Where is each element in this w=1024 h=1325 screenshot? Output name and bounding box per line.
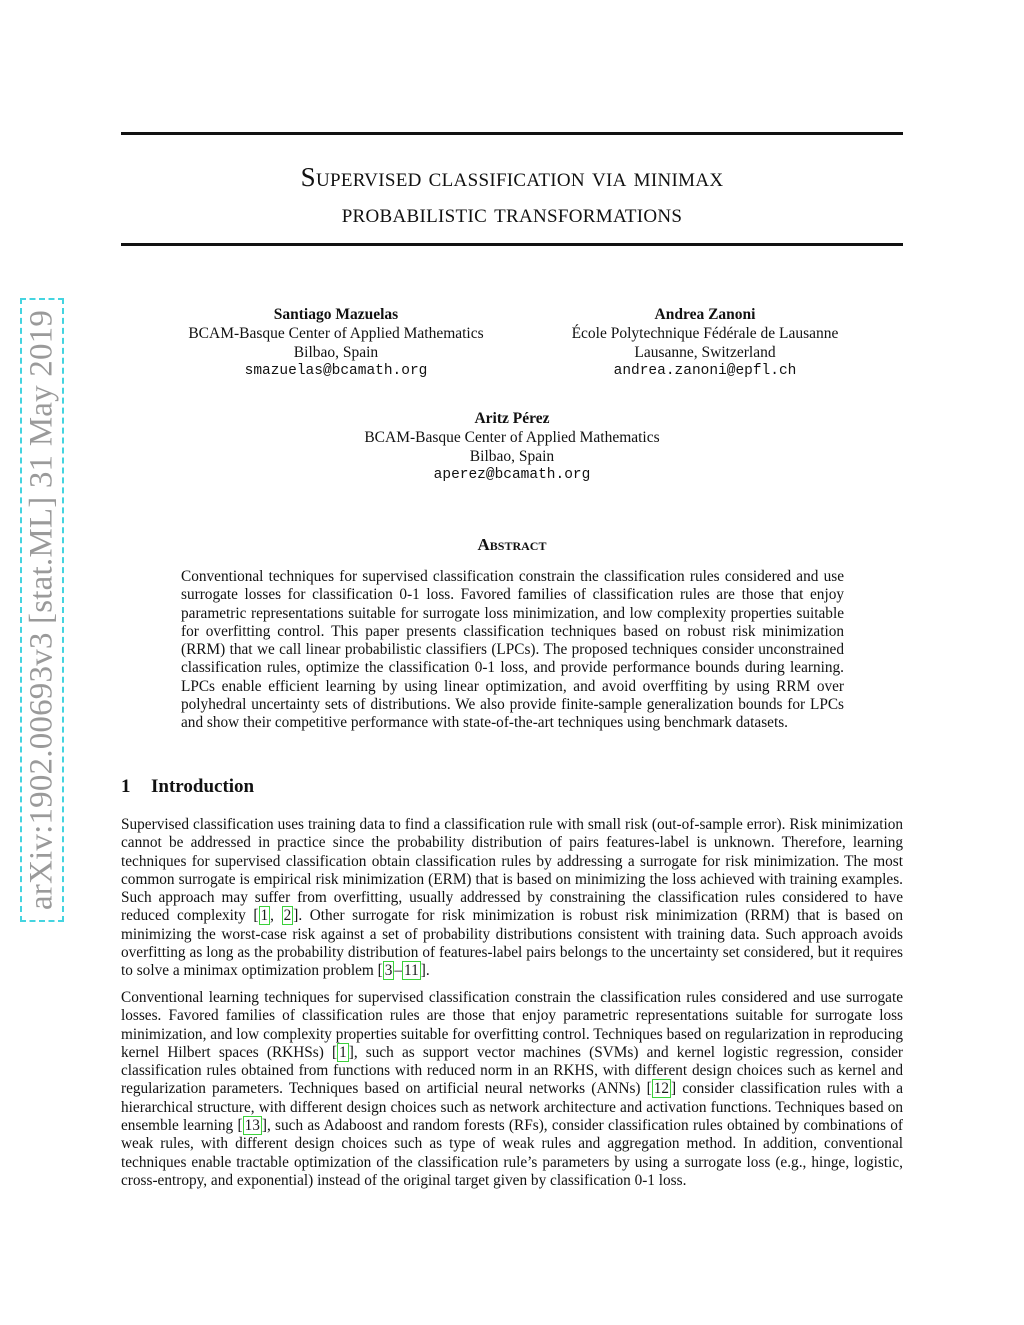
section-number: 1 <box>121 776 131 797</box>
citation-link[interactable]: 1 <box>260 907 269 925</box>
body-paragraph <box>121 989 903 1190</box>
citation-link[interactable]: 3 <box>384 962 393 980</box>
paragraph-text: Supervised classification uses training data to find a classification rule with small risk (out-of-sample error). Risk minimization cannot be addressed in practice since the probability distribution of pairs features-label is unknown. Therefore, learning techniques for supervised classification obtain classification rules by addressing a surrogate for risk minimization. The most common surrogate is empirical risk minimization (ERM) that is based on minimizing the loss achieved with training examples. Such approach may suffer from overfitting, usually addressed by constraining the classification rules considered to have reduced complexity [ <box>121 816 903 925</box>
author-affiliation: École Polytechnique Fédérale de Lausanne <box>571 325 839 342</box>
paper-title-line-2: probabilistic transformations <box>341 198 683 228</box>
title-top-rule <box>121 132 903 135</box>
author-name: Aritz Pérez <box>474 410 550 427</box>
author-block <box>160 305 512 381</box>
author-location: Bilbao, Spain <box>469 448 555 465</box>
author-email[interactable]: aperez@bcamath.org <box>433 467 591 483</box>
author-name: Andrea Zanoni <box>654 306 756 323</box>
citation-link[interactable]: 12 <box>653 1080 670 1098</box>
body-paragraph <box>121 816 903 981</box>
section-heading <box>121 775 254 799</box>
paragraph-text: ] consider classification rules with a hierarchical structure, with different design choices such as network architecture and activation functions. Techniques based on ensemble learning [ <box>121 1080 903 1135</box>
author-block <box>545 305 865 381</box>
abstract-heading: Abstract <box>477 535 547 554</box>
author-affiliation: BCAM-Basque Center of Applied Mathematics <box>188 325 484 342</box>
author-name: Santiago Mazuelas <box>273 306 399 323</box>
citation-link[interactable]: 11 <box>404 962 419 980</box>
author-location: Lausanne, Switzerland <box>634 344 776 361</box>
paragraph-text: ]. Other surrogate for risk minimization is robust risk minimization (RRM) that is based on minimizing the worst-case risk against a set of probability distributions consistent with training data. Such approach avoids overfitting as long as the probability distribution of features-label pairs belongs to the uncertainty set considered, but it requires to solve a minimax optimization problem [ <box>121 907 903 980</box>
paper-title-line-1: Supervised classification via minimax <box>300 162 724 192</box>
paragraph-text: – <box>394 962 403 980</box>
paragraph-text: Conventional learning techniques for supervised classification constrain the classification rules considered and use surrogate losses. Favored families of classification rules are those that enjoy parametric representations suitable for surrogate loss minimization, and low complexity properties suitable for overfitting control. Techniques based on regularization in reproducing kernel Hilbert spaces (RKHSs) [ <box>121 989 903 1061</box>
title-bottom-rule <box>121 243 903 246</box>
author-location: Bilbao, Spain <box>293 344 379 361</box>
paragraph-text: , <box>270 907 282 925</box>
abstract-text: Conventional techniques for supervised classification constrain the classification rules considered and use surrogate losses for classification 0-1 loss. Favored families of classification rules are those that enjoy parametric representations suitable for surrogate loss minimization, and low complexity properties suitable for overfitting control. This paper presents classification techniques based on robust risk minimization (RRM) that we call linear probabilistic classifiers (LPCs). The proposed techniques consider unconstrained classification rules, optimize the classification 0-1 loss, and provide performance bounds during learning. LPCs enable efficient learning by using linear optimization, and avoid overffiting by using RRM over polyhedral uncertainty sets of distributions. We also provide finite-sample generalization bounds for LPCs and show their competitive performance with state-of-the-art techniques using benchmark datasets. <box>181 568 844 732</box>
author-email[interactable]: smazuelas@bcamath.org <box>244 363 428 379</box>
author-affiliation: BCAM-Basque Center of Applied Mathematics <box>364 429 660 446</box>
paragraph-text: ]. <box>420 962 430 980</box>
citation-link[interactable]: 1 <box>339 1043 347 1061</box>
arxiv-identifier[interactable]: arXiv:1902.00693v3 [stat.ML] 31 May 2019 <box>23 309 60 911</box>
author-block <box>312 409 712 485</box>
citation-link[interactable]: 2 <box>283 907 292 925</box>
citation-link[interactable]: 13 <box>244 1117 260 1135</box>
section-title: Introduction <box>151 776 255 797</box>
paragraph-text: ], such as Adaboost and random forests (RFs), consider classification rules obtained by combinations of weak rules, with different design choices such as type of weak rules and aggregation method. In addition, conventional techniques enable tractable optimization of the classification rule’s parameters by using a surrogate loss (e.g., hinge, logistic, cross-entropy, and exponential) instead of the original target given by classification 0-1 loss. <box>121 1117 903 1189</box>
paragraph-text: ], such as support vector machines (SVMs) and kernel logistic regression, consider classification rules obtained from functions with reduced norm in an RKHS, with different design choices such as kernel and regularization parameters. Techniques based on artificial neural networks (ANNs) [ <box>121 1043 903 1098</box>
author-email[interactable]: andrea.zanoni@epfl.ch <box>613 363 797 379</box>
